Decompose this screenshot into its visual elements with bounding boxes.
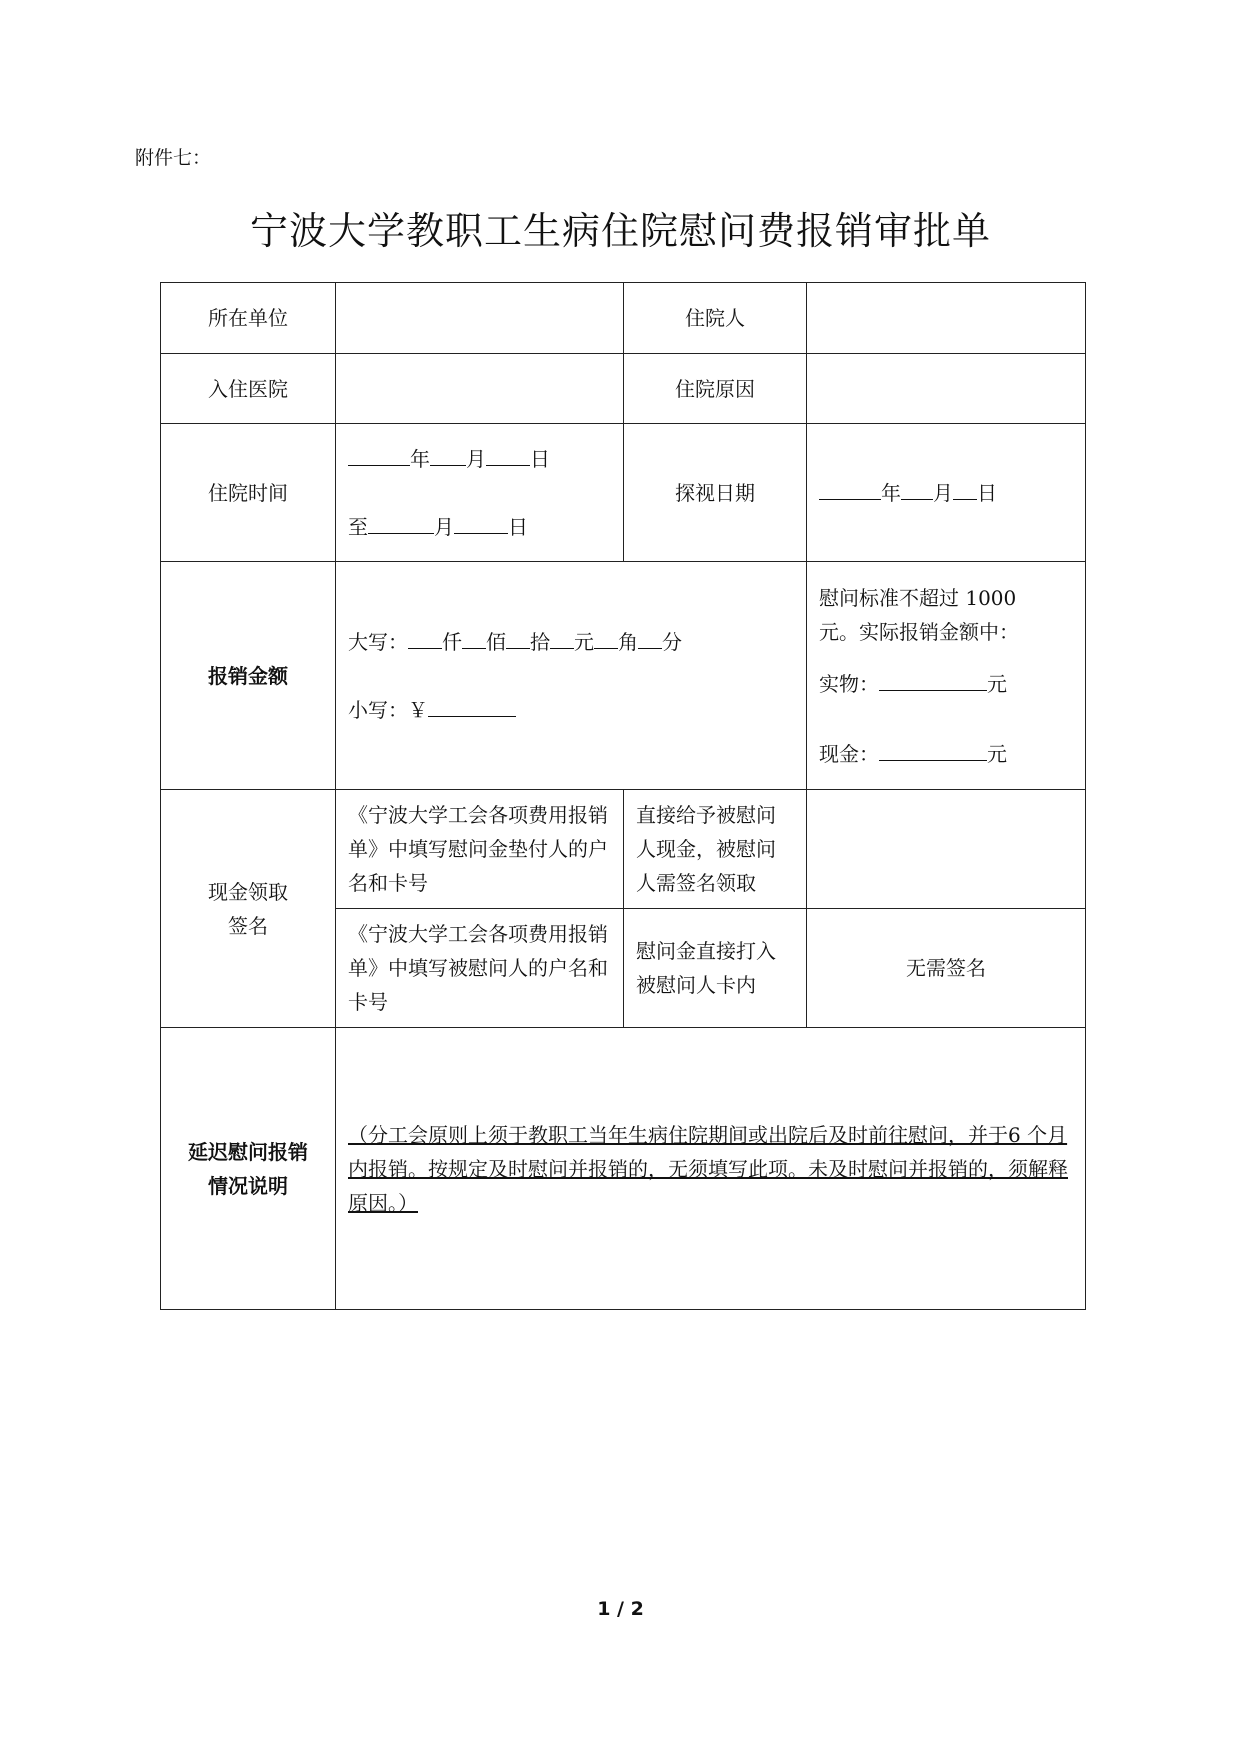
page-title: 宁波大学教职工生病住院慰问费报销审批单: [249, 209, 991, 253]
goods-label: 实物：: [819, 671, 879, 696]
delay-label: [161, 1028, 336, 1310]
stay-dates-field[interactable]: [336, 424, 624, 562]
stay-month-unit: 月: [466, 446, 486, 471]
option1-description: 《宁波大学工会各项费用报销单》中填写慰问金垫付人的户名和卡号: [336, 790, 624, 909]
capital-prefix: 大写：: [348, 629, 408, 654]
table-row: [161, 790, 1086, 909]
visit-month-blank[interactable]: [901, 477, 933, 500]
option1-method: 直接给予被慰问人现金，被慰问人需签名领取: [624, 790, 807, 909]
visit-year-blank[interactable]: [819, 477, 881, 500]
goods-amount-blank[interactable]: [879, 668, 987, 691]
cash-line: [819, 737, 1073, 771]
small-amount-line: [348, 693, 794, 727]
table-row: [161, 354, 1086, 424]
visit-day-unit: 日: [977, 480, 997, 505]
stay-to-month-unit: 月: [434, 514, 454, 539]
stay-to-day-unit: 日: [508, 514, 528, 539]
stay-to-prefix: 至: [348, 514, 368, 539]
shi-unit: 拾: [530, 629, 550, 654]
cash-amount-blank[interactable]: [879, 738, 987, 761]
visit-label: 探视日期: [624, 424, 807, 562]
unit-field[interactable]: [336, 283, 624, 354]
patient-field[interactable]: [807, 283, 1086, 354]
stay-year-unit: 年: [410, 446, 430, 471]
cash-sign-label-line1: 现金领取: [208, 879, 288, 904]
visit-year-unit: 年: [881, 480, 901, 505]
unit-label: 所在单位: [161, 283, 336, 354]
patient-label: 住院人: [624, 283, 807, 354]
fen-unit: 分: [662, 629, 682, 654]
yuan-unit: 元: [574, 629, 594, 654]
reason-field[interactable]: [807, 354, 1086, 424]
shi-blank[interactable]: [506, 626, 530, 649]
delay-explanation-field[interactable]: [336, 1028, 1086, 1310]
amount-field[interactable]: [336, 562, 807, 790]
stay-day-blank[interactable]: [486, 443, 530, 466]
amount-label: 报销金额: [161, 562, 336, 790]
option2-no-signature: 无需签名: [807, 909, 1086, 1028]
bai-blank[interactable]: [462, 626, 486, 649]
table-row: [161, 424, 1086, 562]
cash-unit: 元: [987, 741, 1007, 766]
stay-to-month-blank[interactable]: [368, 511, 434, 534]
attachment-label: 附件七：: [135, 147, 212, 169]
stay-label: 住院时间: [161, 424, 336, 562]
table-row: [161, 283, 1086, 354]
goods-line: [819, 667, 1073, 701]
page-number: 1 / 2: [597, 1598, 644, 1620]
stay-year-blank[interactable]: [348, 443, 410, 466]
yuan-blank[interactable]: [550, 626, 574, 649]
qian-unit: 仟: [442, 629, 462, 654]
cash-sign-label: [161, 790, 336, 1028]
visit-month-unit: 月: [933, 480, 953, 505]
cash-label: 现金：: [819, 741, 879, 766]
standard-field: [807, 562, 1086, 790]
capital-amount-line: [348, 625, 794, 659]
delay-label-line2: 情况说明: [208, 1173, 288, 1198]
stay-to-line: [348, 510, 611, 544]
stay-to-day-blank[interactable]: [454, 511, 508, 534]
hospital-field[interactable]: [336, 354, 624, 424]
standard-line2: 元。实际报销金额中：: [819, 619, 1019, 644]
small-amount-blank[interactable]: [428, 694, 516, 717]
stay-month-blank[interactable]: [430, 443, 466, 466]
small-prefix: 小写：￥: [348, 697, 428, 722]
option2-description: 《宁波大学工会各项费用报销单》中填写被慰问人的户名和卡号: [336, 909, 624, 1028]
jiao-blank[interactable]: [594, 626, 618, 649]
hospital-label: 入住医院: [161, 354, 336, 424]
table-row: [161, 1028, 1086, 1310]
option1-signature-field[interactable]: [807, 790, 1086, 909]
delay-note: （分工会原则上须于教职工当年生病住院期间或出院后及时前往慰问，并于6 个月内报销。按规定及时慰问并报销的，无须填写此项。未及时慰问并报销的，须解释原因。）: [348, 1122, 1068, 1215]
visit-date-field[interactable]: [807, 424, 1086, 562]
fen-blank[interactable]: [638, 626, 662, 649]
approval-form-table: [160, 282, 1086, 1310]
jiao-unit: 角: [618, 629, 638, 654]
cash-sign-label-line2: 签名: [228, 913, 268, 938]
option2-method: 慰问金直接打入被慰问人卡内: [624, 909, 807, 1028]
standard-line1: 慰问标准不超过 1000: [819, 585, 1017, 610]
visit-day-blank[interactable]: [953, 477, 977, 500]
goods-unit: 元: [987, 671, 1007, 696]
stay-from-line: [348, 442, 611, 476]
table-row: [161, 562, 1086, 790]
qian-blank[interactable]: [408, 626, 442, 649]
stay-day-unit: 日: [530, 446, 550, 471]
reason-label: 住院原因: [624, 354, 807, 424]
bai-unit: 佰: [486, 629, 506, 654]
delay-label-line1: 延迟慰问报销: [188, 1139, 308, 1164]
